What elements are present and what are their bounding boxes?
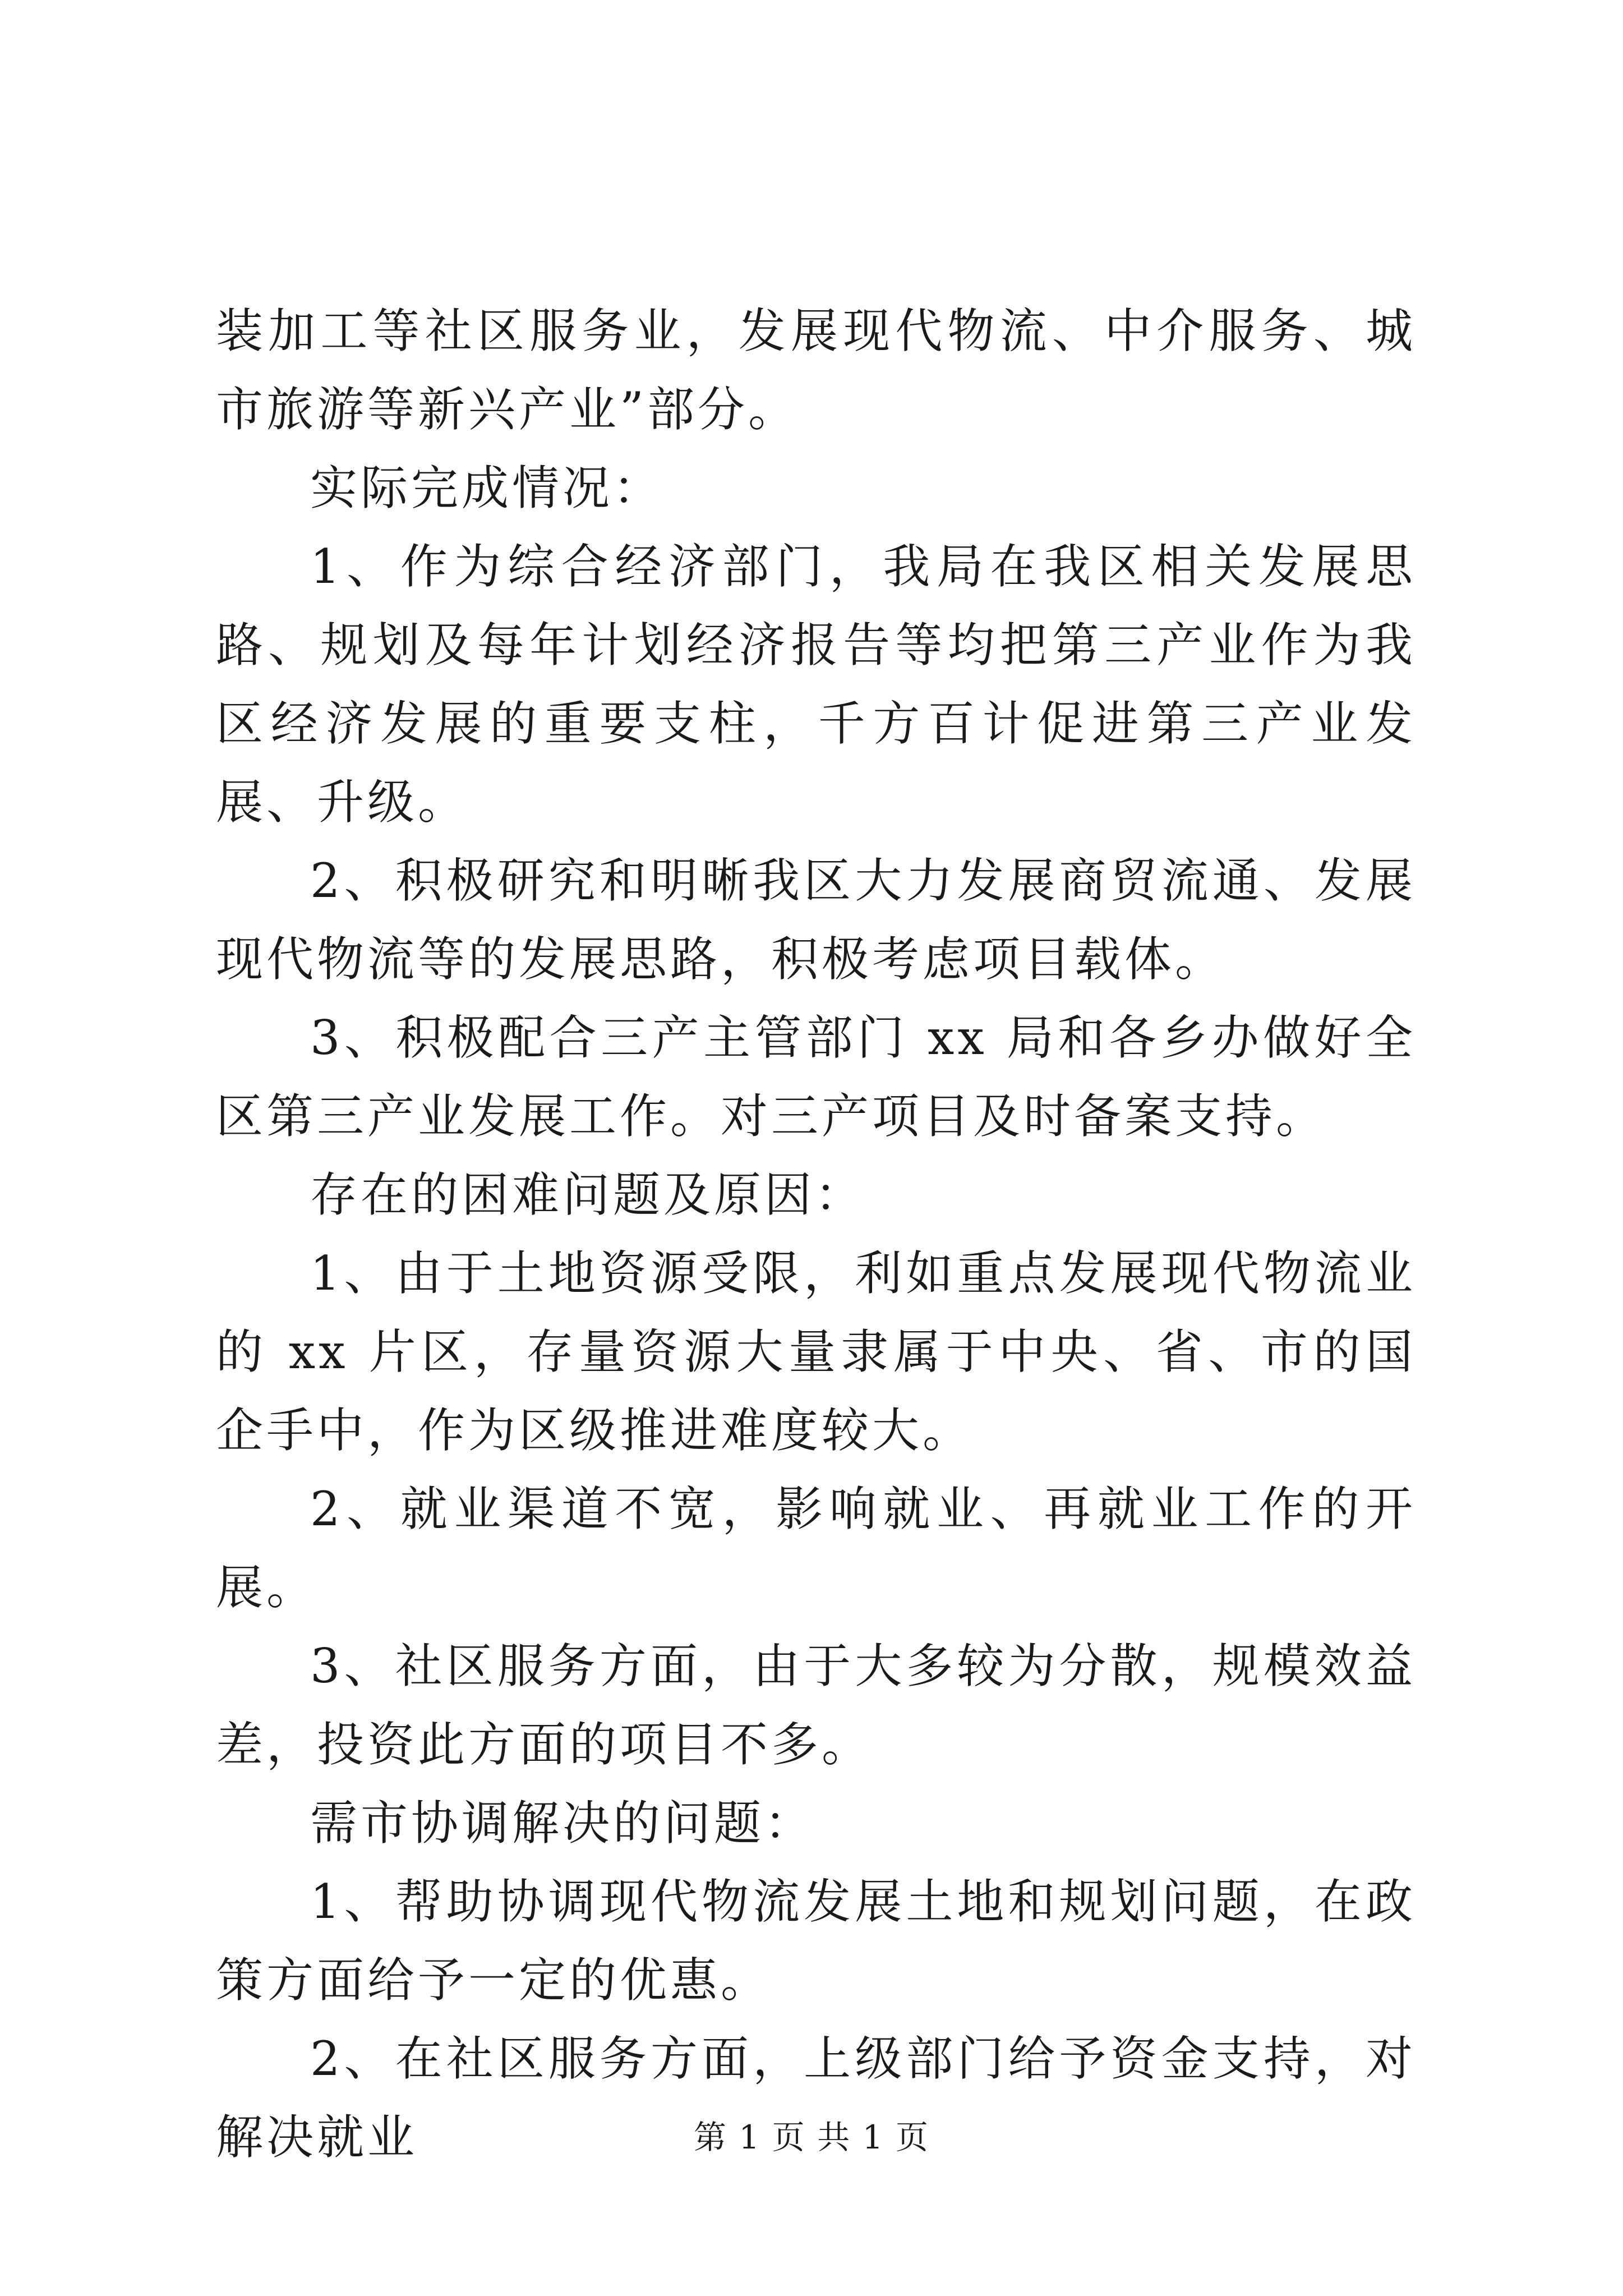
paragraph-difficulty-3: 3、社区服务方面，由于大多较为分散，规模效益差，投资此方面的项目不多。: [216, 1639, 1416, 1772]
paragraph-coordination-2: 2、在社区服务方面，上级部门给予资金支持，对解决就业: [216, 2031, 1416, 2165]
paragraph-difficulty-1: 1、由于土地资源受限，利如重点发展现代物流业的 xx 片区，存量资源大量隶属于中央、省、市的国企手中，作为区级推进难度较大。: [216, 1246, 1416, 1458]
heading-difficulties: 存在的困难问题及原因：: [310, 1167, 866, 1222]
paragraph-1: 装加工等社区服务业，发展现代物流、中介服务、城市旅游等新兴产业”部分。: [216, 303, 1416, 437]
page-number-label: 第 1 页 共 1 页: [694, 2118, 929, 2156]
paragraph-coordination-1: 1、帮助协调现代物流发展土地和规划问题，在政策方面给予一定的优惠。: [216, 1874, 1416, 2008]
heading-actual-completion: 实际完成情况：: [310, 461, 664, 516]
paragraph-completion-3: 3、积极配合三产主管部门 xx 局和各乡办做好全区第三产业发展工作。对三产项目及时备案支持。: [216, 1010, 1416, 1144]
document-body: [216, 292, 1416, 2177]
page-footer: [0, 2115, 1623, 2160]
paragraph-completion-2: 2、积极研究和明晰我区大力发展商贸流通、发展现代物流等的发展思路，积极考虑项目载体。: [216, 853, 1416, 987]
heading-city-coordination: 需市协调解决的问题：: [310, 1796, 815, 1851]
paragraph-completion-1: 1、作为综合经济部门，我局在我区相关发展思路、规划及每年计划经济报告等均把第三产业作为我区经济发展的重要支柱，千方百计促进第三产业发展、升级。: [216, 539, 1416, 830]
paragraph-difficulty-2: 2、就业渠道不宽，影响就业、再就业工作的开展。: [216, 1481, 1416, 1615]
